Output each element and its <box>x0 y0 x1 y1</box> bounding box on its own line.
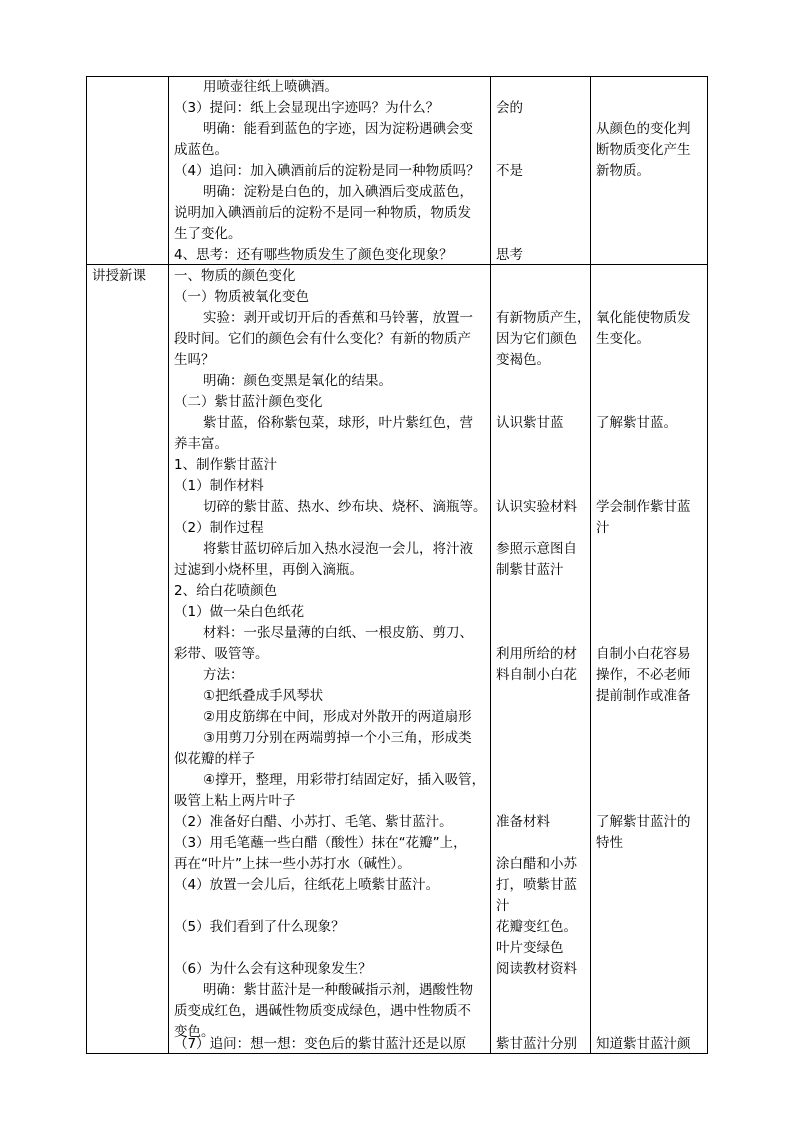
content-line: ②用皮筋绑在中间，形成对外散开的两道扇形 <box>203 709 472 725</box>
intent-line: 知道紫甘蓝汁颜 <box>596 1036 691 1052</box>
content-line: 过滤到小烧杯里，再倒入滴瓶。 <box>174 562 363 578</box>
content-line: 明确：淀粉是白色的，加入碘酒后变成蓝色， <box>203 184 473 200</box>
content-line: （6）为什么会有这种现象发生？ <box>174 961 372 977</box>
intent-line: 断物质变化产生 <box>596 142 691 158</box>
student-line: 变褐色。 <box>496 352 550 368</box>
table-divider-content <box>490 76 491 1054</box>
student-line: 认识实验材料 <box>496 499 577 515</box>
intent-line: 了解紫甘蓝。 <box>596 415 677 431</box>
content-line: 成蓝色。 <box>174 142 228 158</box>
student-line: 有新物质产生， <box>496 310 591 326</box>
content-line: （4）追问：加入碘酒前后的淀粉是同一种物质吗？ <box>174 163 480 179</box>
content-line: 实验：剥开或切开后的香蕉和马铃薯，放置一 <box>203 310 473 326</box>
student-line: 花瓣变红色。 <box>496 919 577 935</box>
content-line: 用喷壶往纸上喷碘酒。 <box>203 79 338 95</box>
content-line: 1、制作紫甘蓝汁 <box>174 457 278 473</box>
intent-line: 学会制作紫甘蓝 <box>596 499 691 515</box>
content-line: 生了变化。 <box>174 226 242 242</box>
content-line: 一、物质的颜色变化 <box>174 268 296 284</box>
student-line: 思考 <box>496 247 523 263</box>
intent-line: 特性 <box>596 835 623 851</box>
content-line: 将紫甘蓝切碎后加入热水浸泡一会儿，将汁液 <box>203 541 473 557</box>
student-line: 打，喷紫甘蓝 <box>496 877 577 893</box>
content-line: （2）制作过程 <box>174 520 264 536</box>
table-border-left <box>86 76 87 1054</box>
intent-line: 氧化能使物质发 <box>596 310 691 326</box>
student-line: 紫甘蓝汁分别 <box>496 1036 577 1052</box>
intent-line: 自制小白花容易 <box>596 646 691 662</box>
intent-line: 汁 <box>596 520 610 536</box>
content-line: 2、给白花喷颜色 <box>174 583 278 599</box>
intent-line: 生变化。 <box>596 331 650 347</box>
student-line: 汁 <box>496 898 510 914</box>
table-divider-student <box>590 76 591 1054</box>
intent-line: 新物质。 <box>596 163 650 179</box>
content-line: 明确：颜色变黑是氧化的结果。 <box>203 373 392 389</box>
content-line: （1）制作材料 <box>174 478 264 494</box>
content-line: （3）提问：纸上会显现出字迹吗？为什么？ <box>174 100 440 116</box>
content-line: 质变成红色，遇碱性物质变成绿色，遇中性物质不 <box>174 1003 471 1019</box>
content-line: 说明加入碘酒前后的淀粉不是同一种物质，物质发 <box>174 205 471 221</box>
table-border-top <box>86 76 708 77</box>
student-line: 涂白醋和小苏 <box>496 856 577 872</box>
content-line: 彩带、吸管等。 <box>174 646 269 662</box>
content-line: 明确：紫甘蓝汁是一种酸碱指示剂，遇酸性物 <box>203 982 473 998</box>
content-line: 生吗？ <box>174 352 215 368</box>
intent-line: 提前制作或准备 <box>596 688 691 704</box>
content-line: 方法： <box>203 667 244 683</box>
student-line: 认识紫甘蓝 <box>496 415 564 431</box>
student-line: 准备材料 <box>496 814 550 830</box>
content-line: 段时间。它们的颜色会有什么变化？有新的物质产 <box>174 331 471 347</box>
content-line: 变色。 <box>174 1024 215 1040</box>
content-line: （4）放置一会儿后，往纸花上喷紫甘蓝汁。 <box>174 877 440 893</box>
intent-line: 操作，不必老师 <box>596 667 691 683</box>
content-line: 紫甘蓝，俗称紫包菜，球形，叶片紫红色，营 <box>203 415 473 431</box>
content-line: 似花瓣的样子 <box>174 751 255 767</box>
content-line: ③用剪刀分别在两端剪掉一个小三角，形成类 <box>203 730 472 746</box>
stage-label: 讲授新课 <box>92 268 146 284</box>
content-line: 切碎的紫甘蓝、热水、纱布块、烧杯、滴瓶等。 <box>203 499 487 515</box>
content-line: （二）紫甘蓝汁颜色变化 <box>174 394 323 410</box>
content-line: （一）物质被氧化变色 <box>174 289 309 305</box>
student-line: 因为它们颜色 <box>496 331 577 347</box>
content-line: ④撑开，整理，用彩带打结固定好，插入吸管， <box>203 772 486 788</box>
content-line: 再在“叶片”上抹一些小苏打水（碱性）。 <box>174 856 411 872</box>
student-line: 料自制小白花 <box>496 667 577 683</box>
content-line: （2）准备好白醋、小苏打、毛笔、紫甘蓝汁。 <box>174 814 453 830</box>
student-line: 会的 <box>496 100 523 116</box>
student-line: 参照示意图自 <box>496 541 577 557</box>
content-line: 明确：能看到蓝色的字迹，因为淀粉遇碘会变 <box>203 121 473 137</box>
content-line: ①把纸叠成手风琴状 <box>203 688 324 704</box>
student-line: 不是 <box>496 163 523 179</box>
table-border-right <box>707 76 708 1054</box>
intent-line: 了解紫甘蓝汁的 <box>596 814 691 830</box>
student-line: 制紫甘蓝汁 <box>496 562 564 578</box>
content-line: （7）追问：想一想：变色后的紫甘蓝汁还是以原 <box>174 1036 467 1052</box>
table-divider-stage <box>168 76 169 1054</box>
content-line: 吸管上粘上两片叶子 <box>174 793 296 809</box>
content-line: 养丰富。 <box>174 436 228 452</box>
intent-line: 从颜色的变化判 <box>596 121 691 137</box>
content-line: （3）用毛笔蘸一些白醋（酸性）抹在“花瓣”上， <box>174 835 467 851</box>
content-line: 材料：一张尽量薄的白纸、一根皮筋、剪刀、 <box>203 625 473 641</box>
content-line: （1）做一朵白色纸花 <box>174 604 305 620</box>
content-line: 4、思考：还有哪些物质发生了颜色变化现象？ <box>174 247 453 263</box>
student-line: 叶片变绿色 <box>496 940 564 956</box>
student-line: 利用所给的材 <box>496 646 577 662</box>
student-line: 阅读教材资料 <box>496 961 577 977</box>
content-line: （5）我们看到了什么现象？ <box>174 919 345 935</box>
